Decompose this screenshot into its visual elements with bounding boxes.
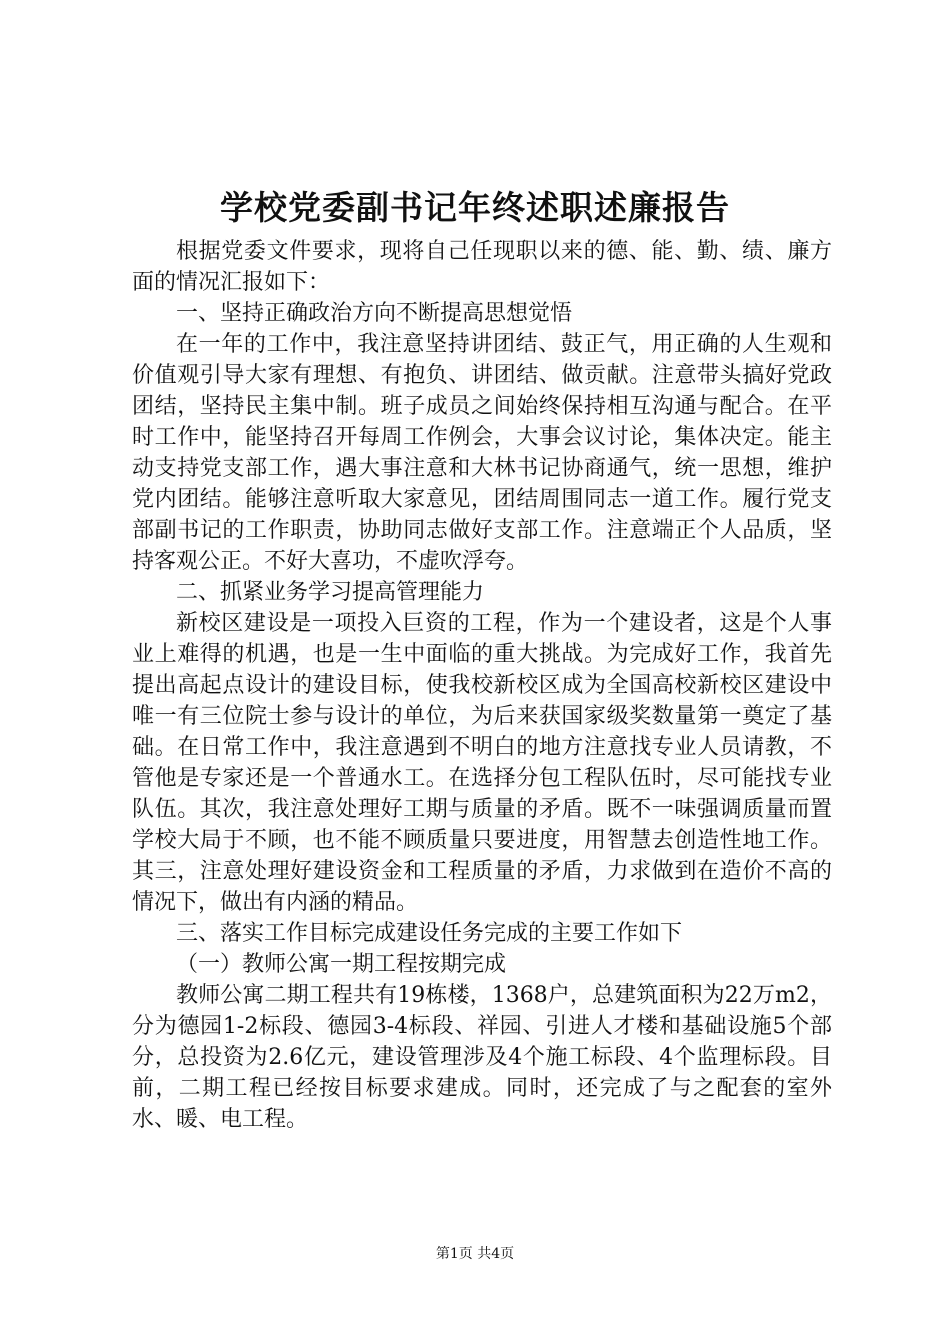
section-heading-2: 二、抓紧业务学习提高管理能力 xyxy=(176,580,485,605)
document-body xyxy=(132,236,832,1135)
intro-paragraph: 根据党委文件要求，现将自己任现职以来的德、能、勤、绩、廉方面的情况汇报如下： xyxy=(132,239,832,295)
body-paragraph: 新校区建设是一项投入巨资的工程，作为一个建设者，这是个人事业上难得的机遇，也是一生中面临的重大挑战。为完成好工作，我首先提出高起点设计的建设目标，使我校新校区成为全国高校新校区建设中唯一有三位院士参与设计的单位，为后来获国家级奖数量第一奠定了基础。在日常工作中，我注意遇到不明白的地方注意找专业人员请教，不管他是专家还是一个普通水工。在选择分包工程队伍时，尽可能找专业队伍。其次，我注意处理好工期与质量的矛盾。既不一味强调质量而置学校大局于不顾，也不能不顾质量只要进度，用智慧去创造性地工作。其三，注意处理好建设资金和工程质量的矛盾，力求做到在造价不高的情况下，做出有内涵的精品。 xyxy=(132,611,832,915)
body-paragraph: 教师公寓二期工程共有19栋楼，1368户，总建筑面积为22万m2，分为德园1-2标段、德园3-4标段、祥园、引进人才楼和基础设施5个部分，总投资为2.6亿元，建设管理涉及4个施工标段、4个监理标段。目前，二期工程已经按目标要求建成。同时，还完成了与之配套的室外水、暖、电工程。 xyxy=(132,983,832,1132)
body-paragraph: 在一年的工作中，我注意坚持讲团结、鼓正气，用正确的人生观和价值观引导大家有理想、有抱负、讲团结、做贡献。注意带头搞好党政团结，坚持民主集中制。班子成员之间始终保持相互沟通与配合。在平时工作中，能坚持召开每周工作例会，大事会议讨论，集体决定。能主动支持党支部工作，遇大事注意和大林书记协商通气，统一思想，维护党内团结。能够注意听取大家意见，团结周围同志一道工作。履行党支部副书记的工作职责，协助同志做好支部工作。注意端正个人品质，坚持客观公正。不好大喜功，不虚吹浮夸。 xyxy=(132,332,832,574)
section-heading-1: 一、坚持正确政治方向不断提高思想觉悟 xyxy=(176,301,573,326)
document-title: 学校党委副书记年终述职述廉报告 xyxy=(220,188,730,227)
page-footer: 第1页 共4页 xyxy=(435,1246,515,1262)
section-heading-3: 三、落实工作目标完成建设任务完成的主要工作如下 xyxy=(176,921,683,946)
subsection-heading-1: （一）教师公寓一期工程按期完成 xyxy=(176,952,507,977)
